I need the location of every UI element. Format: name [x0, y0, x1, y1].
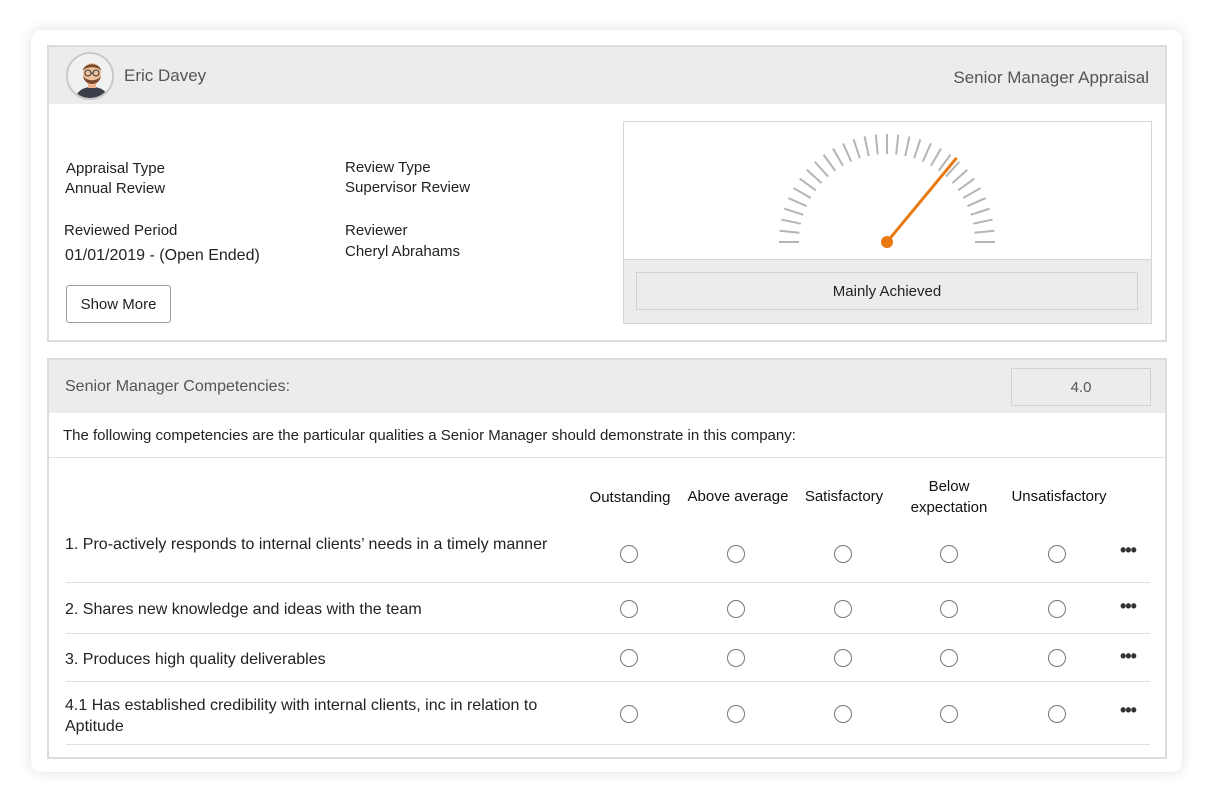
more-options-icon[interactable]: •••	[1120, 646, 1136, 666]
gauge-tick	[973, 220, 993, 224]
gauge-tick	[931, 148, 941, 165]
gauge-tick	[780, 231, 800, 233]
more-options-icon[interactable]: •••	[1120, 700, 1136, 720]
row-divider	[66, 681, 1150, 682]
rating-radio-unsatisfactory[interactable]	[1048, 545, 1066, 563]
rating-radio-satisfactory[interactable]	[834, 600, 852, 618]
competencies-description: The following competencies are the particular qualities a Senior Manager should demonstrate in this company:	[63, 427, 796, 444]
gauge-tick	[923, 143, 931, 161]
rating-radio-outstanding[interactable]	[620, 600, 638, 618]
rating-radio-below-expectation[interactable]	[940, 545, 958, 563]
appraisal-title: Senior Manager Appraisal	[953, 68, 1149, 87]
rating-radio-above-average[interactable]	[727, 600, 745, 618]
reviewer-value: Cheryl Abrahams	[345, 243, 461, 260]
competencies-title: Senior Manager Competencies:	[65, 378, 291, 395]
appraisal-header	[49, 47, 1165, 104]
more-options-icon[interactable]: •••	[1120, 596, 1136, 616]
appraisal-type-value: Annual Review	[65, 180, 166, 197]
gauge-rating-label: Mainly Achieved	[636, 272, 1138, 310]
gauge-tick	[784, 209, 803, 215]
review-type-value: Supervisor Review	[345, 179, 471, 196]
gauge-hub	[881, 236, 893, 248]
gauge-tick	[896, 135, 898, 155]
gauge-tick	[815, 162, 828, 177]
reviewed-period-label: Reviewed Period	[64, 222, 178, 239]
reviewer-label: Reviewer	[345, 222, 408, 239]
gauge-tick	[807, 170, 822, 183]
rating-radio-outstanding[interactable]	[620, 649, 638, 667]
competencies-panel	[47, 358, 1167, 759]
gauge-tick	[788, 198, 806, 206]
gauge-needle	[887, 159, 956, 242]
gauge-tick	[971, 209, 990, 215]
gauge-tick	[843, 143, 851, 161]
column-satisfactory: Satisfactory	[804, 488, 884, 505]
rating-radio-above-average[interactable]	[727, 649, 745, 667]
row-divider	[66, 582, 1150, 583]
appraisal-type-label: Appraisal Type	[66, 160, 165, 177]
rating-gauge	[623, 121, 1152, 324]
show-more-button[interactable]: Show More	[66, 285, 171, 323]
rating-radio-below-expectation[interactable]	[940, 705, 958, 723]
competency-row-text: 4.1 Has established credibility with internal clients, inc in relation to Aptitude	[65, 697, 538, 735]
competencies-header	[49, 360, 1165, 413]
gauge-dial	[624, 122, 1153, 262]
gauge-tick	[876, 135, 878, 155]
gauge-tick	[793, 188, 810, 198]
gauge-tick	[952, 170, 967, 183]
competencies-score: 4.0	[1011, 368, 1151, 406]
gauge-footer	[624, 259, 1151, 323]
rating-radio-below-expectation[interactable]	[940, 600, 958, 618]
user-avatar	[66, 52, 114, 100]
column-above-average: Above average	[687, 488, 789, 505]
more-options-icon[interactable]: •••	[1120, 540, 1136, 560]
gauge-tick	[963, 188, 980, 198]
review-type-label: Review Type	[345, 159, 431, 176]
row-divider	[66, 744, 1150, 745]
gauge-tick	[833, 148, 843, 165]
column-unsatisfactory: Unsatisfactory	[1011, 488, 1107, 505]
column-outstanding: Outstanding	[589, 489, 671, 506]
gauge-tick	[865, 136, 869, 156]
rating-radio-below-expectation[interactable]	[940, 649, 958, 667]
gauge-tick	[958, 179, 974, 191]
divider	[49, 457, 1165, 458]
gauge-tick	[800, 179, 816, 191]
competency-row-text: 1. Pro-actively responds to internal clients’ needs in a timely manner	[65, 536, 548, 553]
user-name: Eric Davey	[124, 66, 207, 85]
gauge-tick	[967, 198, 985, 206]
rating-radio-satisfactory[interactable]	[834, 545, 852, 563]
rating-radio-above-average[interactable]	[727, 705, 745, 723]
competency-row-text: 3. Produces high quality deliverables	[65, 651, 326, 668]
column-below-expectation: Below expectation	[910, 478, 988, 516]
rating-radio-unsatisfactory[interactable]	[1048, 705, 1066, 723]
gauge-tick	[975, 231, 995, 233]
row-divider	[66, 633, 1150, 634]
gauge-tick	[905, 136, 909, 156]
gauge-tick	[914, 139, 920, 158]
gauge-tick	[781, 220, 801, 224]
rating-radio-satisfactory[interactable]	[834, 649, 852, 667]
reviewed-period-value: 01/01/2019 - (Open Ended)	[65, 247, 260, 264]
rating-radio-unsatisfactory[interactable]	[1048, 600, 1066, 618]
appraisal-summary-panel	[47, 45, 1167, 342]
gauge-tick	[854, 139, 860, 158]
competency-row-text: 2. Shares new knowledge and ideas with the team	[65, 601, 422, 618]
user-avatar-icon	[68, 54, 114, 100]
gauge-tick	[824, 155, 836, 171]
rating-radio-outstanding[interactable]	[620, 545, 638, 563]
rating-radio-above-average[interactable]	[727, 545, 745, 563]
rating-radio-outstanding[interactable]	[620, 705, 638, 723]
rating-radio-unsatisfactory[interactable]	[1048, 649, 1066, 667]
rating-radio-satisfactory[interactable]	[834, 705, 852, 723]
